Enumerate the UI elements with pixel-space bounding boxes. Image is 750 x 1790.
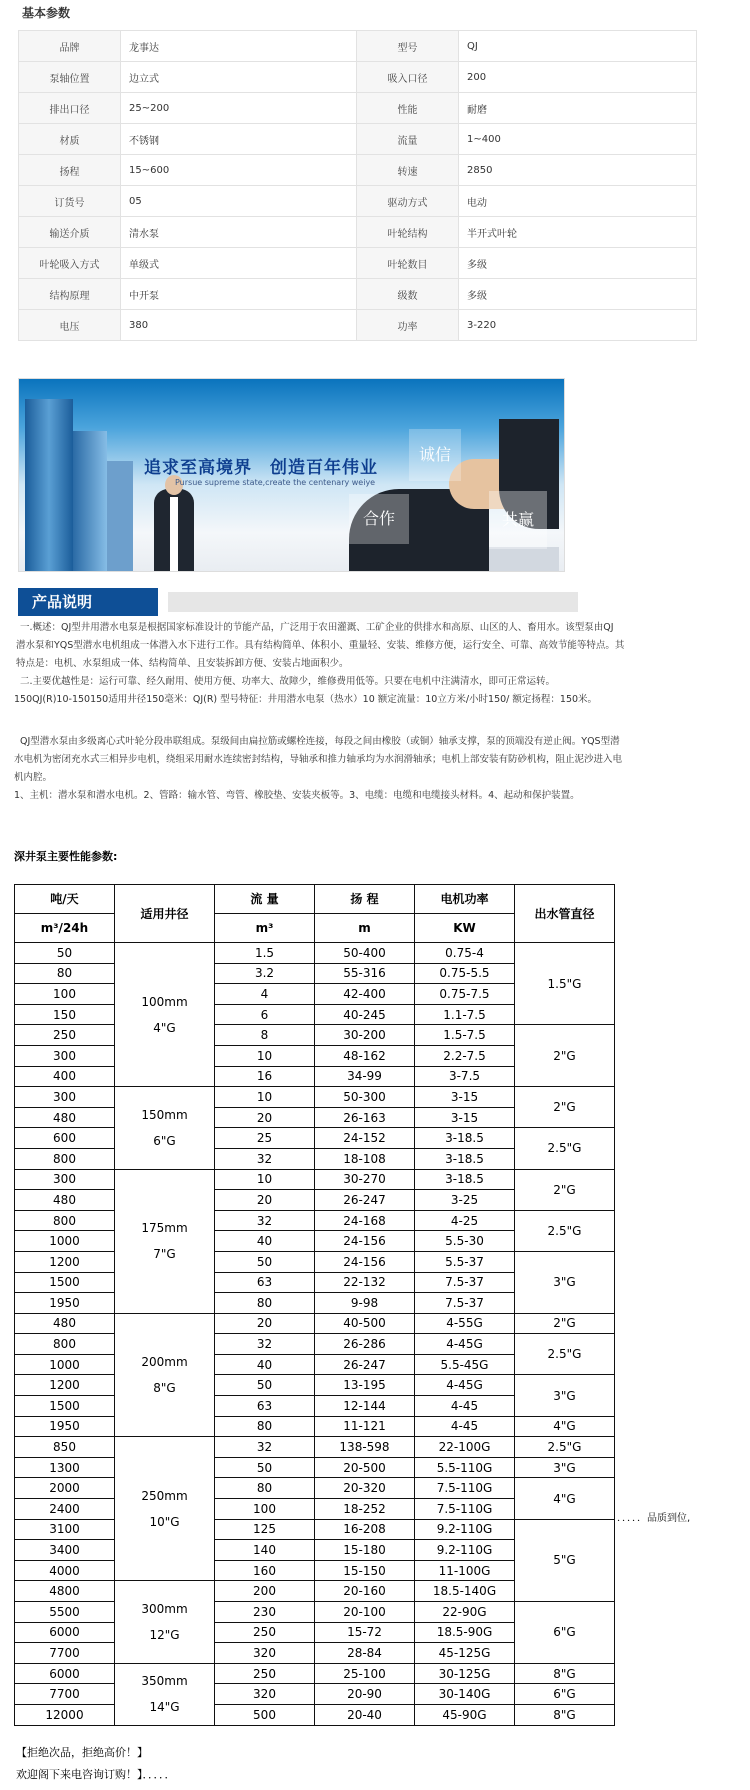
cell-head: 20-160 [315, 1581, 415, 1602]
table-row [15, 1210, 615, 1231]
param-value: 2850 [459, 155, 697, 186]
banner-slogan-en: Pursue supreme state,create the centenary weiye [175, 478, 376, 487]
cell-flow: 25 [215, 1128, 315, 1149]
cell-flow: 160 [215, 1560, 315, 1581]
table-row [15, 1519, 615, 1540]
cell-outlet-diameter: 8"G [515, 1663, 615, 1684]
cell-motor-power: 7.5-37 [415, 1272, 515, 1293]
param-label: 输送介质 [19, 217, 121, 248]
cell-head: 15-180 [315, 1540, 415, 1561]
table-row [15, 1128, 615, 1149]
cell-head: 28-84 [315, 1643, 415, 1664]
cell-flow: 3.2 [215, 963, 315, 984]
well-diameter-inch: 7"G [153, 1247, 176, 1262]
cell-flow: 8 [215, 1025, 315, 1046]
cell-outlet-diameter: 6"G [515, 1684, 615, 1705]
param-label: 泵轴位置 [19, 62, 121, 93]
cell-flow: 63 [215, 1272, 315, 1293]
desc-overview-line1: 一.概述：QJ型井用潜水电泵是根据国家标准设计的节能产品，广泛用于农田灌溉、工矿企业的供排水和高原、山区的人、畜用水。该型泵由QJ [20, 622, 614, 633]
cell-flow: 40 [215, 1354, 315, 1375]
cell-well-diameter [115, 1581, 215, 1663]
banner-slogan: 追求至高境界 创造百年伟业 [144, 458, 378, 478]
well-diameter-mm: 250mm [141, 1488, 188, 1503]
cell-head: 40-500 [315, 1313, 415, 1334]
cell-motor-power: 0.75-7.5 [415, 984, 515, 1005]
cell-tons-per-day: 1300 [15, 1457, 115, 1478]
cell-flow: 50 [215, 1251, 315, 1272]
header-unit-kw: KW [415, 914, 515, 943]
param-value: 龙事达 [121, 31, 357, 62]
cell-tons-per-day: 100 [15, 984, 115, 1005]
cell-flow: 320 [215, 1643, 315, 1664]
cell-motor-power: 3-15 [415, 1107, 515, 1128]
desc-model-spec: 150QJ(R)10-150150适用井径150毫米：QJ(R) 型号特征：井用潜水电泵（热水）10 额定流量：10立方米/小时150/ 额定扬程：150米。 [14, 694, 598, 705]
table-row [15, 943, 615, 964]
cell-flow: 500 [215, 1704, 315, 1725]
cell-flow: 80 [215, 1293, 315, 1314]
well-diameter-mm: 350mm [141, 1674, 188, 1689]
cell-well-diameter [115, 1663, 215, 1725]
desc-components: 1、主机：潜水泵和潜水电机。2、管路：输水管、弯管、橡胶垫、安装夹板等。3、电缆：电缆和电缆接头材料。4、起动和保护装置。 [14, 790, 580, 801]
cell-motor-power: 3-18.5 [415, 1128, 515, 1149]
cell-head: 24-152 [315, 1128, 415, 1149]
table-row [15, 1251, 615, 1272]
cell-outlet-diameter: 5"G [515, 1519, 615, 1601]
desc-advantages: 二.主要优越性是：运行可靠、经久耐用、使用方便、功率大、故障少，维修费用低等。只要在电机中注满清水，即可正常运转。 [20, 676, 556, 687]
cell-motor-power: 3-15 [415, 1087, 515, 1108]
cell-head: 55-316 [315, 963, 415, 984]
cell-head: 26-247 [315, 1354, 415, 1375]
param-value: 380 [121, 310, 357, 341]
cell-head: 20-320 [315, 1478, 415, 1499]
param-label: 叶轮吸入方式 [19, 248, 121, 279]
cell-motor-power: 11-100G [415, 1560, 515, 1581]
header-well-diameter: 适用井径 [115, 885, 215, 943]
desc-overview-line2: 潜水泵和YQS型潜水电机组成一体潜入水下进行工作。具有结构简单、体积小、重量轻、安装、维修方便，运行安全、可靠、高效节能等特点。其 [16, 640, 625, 651]
param-label: 材质 [19, 124, 121, 155]
cell-tons-per-day: 1950 [15, 1293, 115, 1314]
cell-tons-per-day: 150 [15, 1004, 115, 1025]
cell-head: 30-270 [315, 1169, 415, 1190]
param-label: 吸入口径 [357, 62, 459, 93]
cell-flow: 20 [215, 1190, 315, 1211]
param-row [19, 310, 697, 341]
param-value: 25~200 [121, 93, 357, 124]
param-label: 转速 [357, 155, 459, 186]
cell-tons-per-day: 2400 [15, 1499, 115, 1520]
basic-params-table [18, 30, 697, 341]
table-row [15, 1169, 615, 1190]
param-value: 多级 [459, 248, 697, 279]
cell-outlet-diameter: 2"G [515, 1169, 615, 1210]
cell-flow: 20 [215, 1107, 315, 1128]
table-row [15, 1313, 615, 1334]
table-header-row [15, 885, 615, 914]
cell-outlet-diameter: 3"G [515, 1457, 615, 1478]
cell-head: 24-156 [315, 1231, 415, 1252]
cell-motor-power: 2.2-7.5 [415, 1045, 515, 1066]
banner-word-cooperation: 合作 [349, 494, 409, 544]
performance-table [14, 884, 615, 1726]
cell-flow: 4 [215, 984, 315, 1005]
cell-tons-per-day: 1200 [15, 1375, 115, 1396]
cell-tons-per-day: 850 [15, 1437, 115, 1458]
cell-head: 20-500 [315, 1457, 415, 1478]
section-title: 基本参数 [22, 6, 71, 20]
cell-flow: 140 [215, 1540, 315, 1561]
cell-tons-per-day: 4000 [15, 1560, 115, 1581]
cell-flow: 200 [215, 1581, 315, 1602]
cell-flow: 63 [215, 1396, 315, 1417]
cell-flow: 80 [215, 1478, 315, 1499]
cell-flow: 32 [215, 1210, 315, 1231]
cell-motor-power: 18.5-90G [415, 1622, 515, 1643]
desc-structure-line2: 水电机为密闭充水式三相异步电机，绕组采用耐水连续密封结构，导轴承和推力轴承均为水润滑轴承；电机上部安装有防砂机构，阻止泥沙进入电 [14, 754, 623, 765]
cell-tons-per-day: 1500 [15, 1396, 115, 1417]
cell-head: 24-168 [315, 1210, 415, 1231]
cell-head: 18-108 [315, 1148, 415, 1169]
header-unit-m: m [315, 914, 415, 943]
banner-word-trust: 诚信 [409, 429, 461, 481]
cell-outlet-diameter: 2"G [515, 1087, 615, 1128]
cell-outlet-diameter: 1.5"G [515, 943, 615, 1025]
banner-word-winwin: 共赢 [489, 491, 547, 549]
cell-head: 30-200 [315, 1025, 415, 1046]
cell-motor-power: 30-125G [415, 1663, 515, 1684]
cell-head: 138-598 [315, 1437, 415, 1458]
param-row [19, 124, 697, 155]
cell-flow: 32 [215, 1148, 315, 1169]
cell-motor-power: 9.2-110G [415, 1519, 515, 1540]
cell-motor-power: 7.5-37 [415, 1293, 515, 1314]
cell-head: 50-300 [315, 1087, 415, 1108]
cell-head: 13-195 [315, 1375, 415, 1396]
cell-tons-per-day: 6000 [15, 1663, 115, 1684]
cell-outlet-diameter: 8"G [515, 1704, 615, 1725]
cell-motor-power: 4-45G [415, 1375, 515, 1396]
cell-flow: 80 [215, 1416, 315, 1437]
cell-motor-power: 4-45 [415, 1416, 515, 1437]
cell-well-diameter [115, 1313, 215, 1437]
cell-flow: 50 [215, 1375, 315, 1396]
cell-motor-power: 22-90G [415, 1602, 515, 1623]
cell-head: 15-150 [315, 1560, 415, 1581]
desc-structure-line3: 机内腔。 [14, 772, 53, 783]
cell-tons-per-day: 12000 [15, 1704, 115, 1725]
cell-head: 40-245 [315, 1004, 415, 1025]
param-row [19, 31, 697, 62]
well-diameter-inch: 12"G [149, 1628, 180, 1643]
table-row [15, 1087, 615, 1108]
param-label: 驱动方式 [357, 186, 459, 217]
cell-well-diameter [115, 943, 215, 1087]
cell-tons-per-day: 1500 [15, 1272, 115, 1293]
table-row [15, 1457, 615, 1478]
table-row [15, 1375, 615, 1396]
cell-flow: 10 [215, 1169, 315, 1190]
cell-head: 26-163 [315, 1107, 415, 1128]
param-row [19, 279, 697, 310]
cell-outlet-diameter: 2.5"G [515, 1334, 615, 1375]
cell-motor-power: 7.5-110G [415, 1499, 515, 1520]
cell-flow: 125 [215, 1519, 315, 1540]
cell-tons-per-day: 5500 [15, 1602, 115, 1623]
cell-motor-power: 30-140G [415, 1684, 515, 1705]
well-diameter-mm: 300mm [141, 1602, 188, 1617]
cell-head: 50-400 [315, 943, 415, 964]
table-row [15, 1437, 615, 1458]
well-diameter-mm: 200mm [141, 1354, 188, 1369]
product-description-title: 产品说明 [18, 588, 158, 616]
cell-tons-per-day: 1200 [15, 1251, 115, 1272]
cell-flow: 230 [215, 1602, 315, 1623]
cell-tons-per-day: 50 [15, 943, 115, 964]
well-diameter-inch: 8"G [153, 1380, 176, 1395]
well-diameter-inch: 10"G [149, 1514, 180, 1529]
param-row [19, 217, 697, 248]
cell-head: 12-144 [315, 1396, 415, 1417]
cell-motor-power: 4-45G [415, 1334, 515, 1355]
param-label: 叶轮结构 [357, 217, 459, 248]
header-outlet-diameter: 出水管直径 [515, 885, 615, 943]
param-label: 型号 [357, 31, 459, 62]
param-label: 订货号 [19, 186, 121, 217]
param-value: 3-220 [459, 310, 697, 341]
desc-structure-line1: QJ型潜水泵由多级离心式叶轮分段串联组成。泵级间由扁拉筋或螺栓连接，每段之间由橡胶（或铜）轴承支撑，泵的顶端没有逆止阀。YQS型潜 [20, 736, 620, 747]
param-row [19, 248, 697, 279]
cell-outlet-diameter: 2"G [515, 1025, 615, 1087]
cell-head: 34-99 [315, 1066, 415, 1087]
cell-head: 15-72 [315, 1622, 415, 1643]
cell-motor-power: 5.5-45G [415, 1354, 515, 1375]
header-unit-m3: m³ [215, 914, 315, 943]
cell-motor-power: 4-55G [415, 1313, 515, 1334]
cell-tons-per-day: 250 [15, 1025, 115, 1046]
header-flow: 流 量 [215, 885, 315, 914]
cell-flow: 250 [215, 1663, 315, 1684]
footer-slogan: 【拒绝次品，拒绝高价！】 [16, 1746, 148, 1759]
cell-tons-per-day: 800 [15, 1210, 115, 1231]
cell-motor-power: 3-18.5 [415, 1148, 515, 1169]
param-value: 耐磨 [459, 93, 697, 124]
table-row [15, 1478, 615, 1499]
cell-motor-power: 3-7.5 [415, 1066, 515, 1087]
cell-flow: 320 [215, 1684, 315, 1705]
cell-head: 20-100 [315, 1602, 415, 1623]
param-value: 多级 [459, 279, 697, 310]
param-label: 性能 [357, 93, 459, 124]
param-value: QJ [459, 31, 697, 62]
cell-outlet-diameter: 4"G [515, 1478, 615, 1519]
cell-head: 9-98 [315, 1293, 415, 1314]
param-label: 功率 [357, 310, 459, 341]
table-row [15, 1025, 615, 1046]
cell-tons-per-day: 7700 [15, 1643, 115, 1664]
cell-motor-power: 1.1-7.5 [415, 1004, 515, 1025]
cell-outlet-diameter: 2.5"G [515, 1210, 615, 1251]
cell-flow: 1.5 [215, 943, 315, 964]
cell-motor-power: 22-100G [415, 1437, 515, 1458]
cell-tons-per-day: 80 [15, 963, 115, 984]
param-value: 电动 [459, 186, 697, 217]
param-row [19, 62, 697, 93]
cell-motor-power: 5.5-110G [415, 1457, 515, 1478]
cell-flow: 32 [215, 1437, 315, 1458]
cell-tons-per-day: 1950 [15, 1416, 115, 1437]
cell-head: 18-252 [315, 1499, 415, 1520]
cell-outlet-diameter: 3"G [515, 1375, 615, 1416]
desc-overview-line3: 特点是：电机、水泵组成一体、结构简单、且安装拆卸方便、安装占地面积少。 [16, 658, 349, 669]
header-unit-m3-24h: m³/24h [15, 914, 115, 943]
cell-motor-power: 5.5-37 [415, 1251, 515, 1272]
cell-tons-per-day: 480 [15, 1313, 115, 1334]
cell-head: 22-132 [315, 1272, 415, 1293]
product-description-header [18, 588, 583, 616]
banner-image [18, 378, 565, 572]
cell-tons-per-day: 300 [15, 1169, 115, 1190]
cell-head: 26-286 [315, 1334, 415, 1355]
param-label: 级数 [357, 279, 459, 310]
cell-flow: 6 [215, 1004, 315, 1025]
param-label: 结构原理 [19, 279, 121, 310]
cell-outlet-diameter: 3"G [515, 1251, 615, 1313]
param-value: 200 [459, 62, 697, 93]
param-label: 电压 [19, 310, 121, 341]
cell-motor-power: 45-125G [415, 1643, 515, 1664]
cell-flow: 20 [215, 1313, 315, 1334]
building-graphic [25, 399, 73, 571]
well-diameter-mm: 175mm [141, 1221, 188, 1236]
cell-motor-power: 4-25 [415, 1210, 515, 1231]
cell-head: 16-208 [315, 1519, 415, 1540]
cell-motor-power: 0.75-5.5 [415, 963, 515, 984]
well-diameter-inch: 4"G [153, 1020, 176, 1035]
table-row [15, 1416, 615, 1437]
table-row [15, 1602, 615, 1623]
cell-tons-per-day: 2000 [15, 1478, 115, 1499]
cell-tons-per-day: 800 [15, 1148, 115, 1169]
cell-tons-per-day: 7700 [15, 1684, 115, 1705]
cell-head: 20-40 [315, 1704, 415, 1725]
cell-tons-per-day: 6000 [15, 1622, 115, 1643]
cell-motor-power: 4-45 [415, 1396, 515, 1417]
header-motor-power: 电机功率 [415, 885, 515, 914]
param-row [19, 93, 697, 124]
table-row [15, 1704, 615, 1725]
header-head: 扬 程 [315, 885, 415, 914]
cell-tons-per-day: 480 [15, 1107, 115, 1128]
cell-outlet-diameter: 2"G [515, 1313, 615, 1334]
cell-tons-per-day: 3400 [15, 1540, 115, 1561]
param-value: 15~600 [121, 155, 357, 186]
cell-head: 24-156 [315, 1251, 415, 1272]
cell-tons-per-day: 400 [15, 1066, 115, 1087]
cell-flow: 10 [215, 1087, 315, 1108]
param-value: 不锈钢 [121, 124, 357, 155]
cell-tons-per-day: 1000 [15, 1354, 115, 1375]
table-row [15, 1334, 615, 1355]
cell-tons-per-day: 480 [15, 1190, 115, 1211]
param-value: 清水泵 [121, 217, 357, 248]
cell-tons-per-day: 4800 [15, 1581, 115, 1602]
table-row [15, 1663, 615, 1684]
well-diameter-inch: 14"G [149, 1700, 180, 1715]
cell-flow: 16 [215, 1066, 315, 1087]
cell-flow: 10 [215, 1045, 315, 1066]
well-diameter-mm: 100mm [141, 994, 188, 1009]
cell-motor-power: 45-90G [415, 1704, 515, 1725]
cell-flow: 50 [215, 1457, 315, 1478]
cell-tons-per-day: 600 [15, 1128, 115, 1149]
cell-tons-per-day: 300 [15, 1045, 115, 1066]
cell-head: 25-100 [315, 1663, 415, 1684]
cell-head: 11-121 [315, 1416, 415, 1437]
cell-tons-per-day: 1000 [15, 1231, 115, 1252]
param-row [19, 186, 697, 217]
param-value: 05 [121, 186, 357, 217]
cell-motor-power: 3-25 [415, 1190, 515, 1211]
cell-tons-per-day: 3100 [15, 1519, 115, 1540]
param-value: 单级式 [121, 248, 357, 279]
param-label: 扬程 [19, 155, 121, 186]
cell-head: 26-247 [315, 1190, 415, 1211]
cell-motor-power: 9.2-110G [415, 1540, 515, 1561]
cell-outlet-diameter: 2.5"G [515, 1437, 615, 1458]
cell-flow: 32 [215, 1334, 315, 1355]
cell-outlet-diameter: 4"G [515, 1416, 615, 1437]
well-diameter-inch: 6"G [153, 1133, 176, 1148]
param-row [19, 155, 697, 186]
cell-motor-power: 1.5-7.5 [415, 1025, 515, 1046]
param-label: 排出口径 [19, 93, 121, 124]
cell-flow: 40 [215, 1231, 315, 1252]
cell-motor-power: 18.5-140G [415, 1581, 515, 1602]
cell-outlet-diameter: 6"G [515, 1602, 615, 1664]
cell-head: 20-90 [315, 1684, 415, 1705]
cell-head: 42-400 [315, 984, 415, 1005]
cell-motor-power: 5.5-30 [415, 1231, 515, 1252]
param-value: 半开式叶轮 [459, 217, 697, 248]
cell-well-diameter [115, 1169, 215, 1313]
cell-motor-power: 3-18.5 [415, 1169, 515, 1190]
cell-motor-power: 0.75-4 [415, 943, 515, 964]
quality-note: ．．．．．品质到位, [617, 1513, 691, 1524]
table-row [15, 1684, 615, 1705]
cell-outlet-diameter: 2.5"G [515, 1128, 615, 1169]
param-label: 品牌 [19, 31, 121, 62]
param-label: 叶轮数目 [357, 248, 459, 279]
cell-motor-power: 7.5-110G [415, 1478, 515, 1499]
cell-tons-per-day: 300 [15, 1087, 115, 1108]
cell-head: 48-162 [315, 1045, 415, 1066]
cell-well-diameter [115, 1437, 215, 1581]
cell-well-diameter [115, 1087, 215, 1169]
header-tons-per-day: 吨/天 [15, 885, 115, 914]
footer-contact: 欢迎阁下来电咨询订购！】．．．．． [16, 1768, 176, 1781]
cell-tons-per-day: 800 [15, 1334, 115, 1355]
cell-flow: 100 [215, 1499, 315, 1520]
well-diameter-mm: 150mm [141, 1107, 188, 1122]
param-value: 1~400 [459, 124, 697, 155]
param-value: 中开泵 [121, 279, 357, 310]
param-label: 流量 [357, 124, 459, 155]
cell-flow: 250 [215, 1622, 315, 1643]
param-value: 边立式 [121, 62, 357, 93]
performance-title: 深井泵主要性能参数: [14, 850, 118, 863]
